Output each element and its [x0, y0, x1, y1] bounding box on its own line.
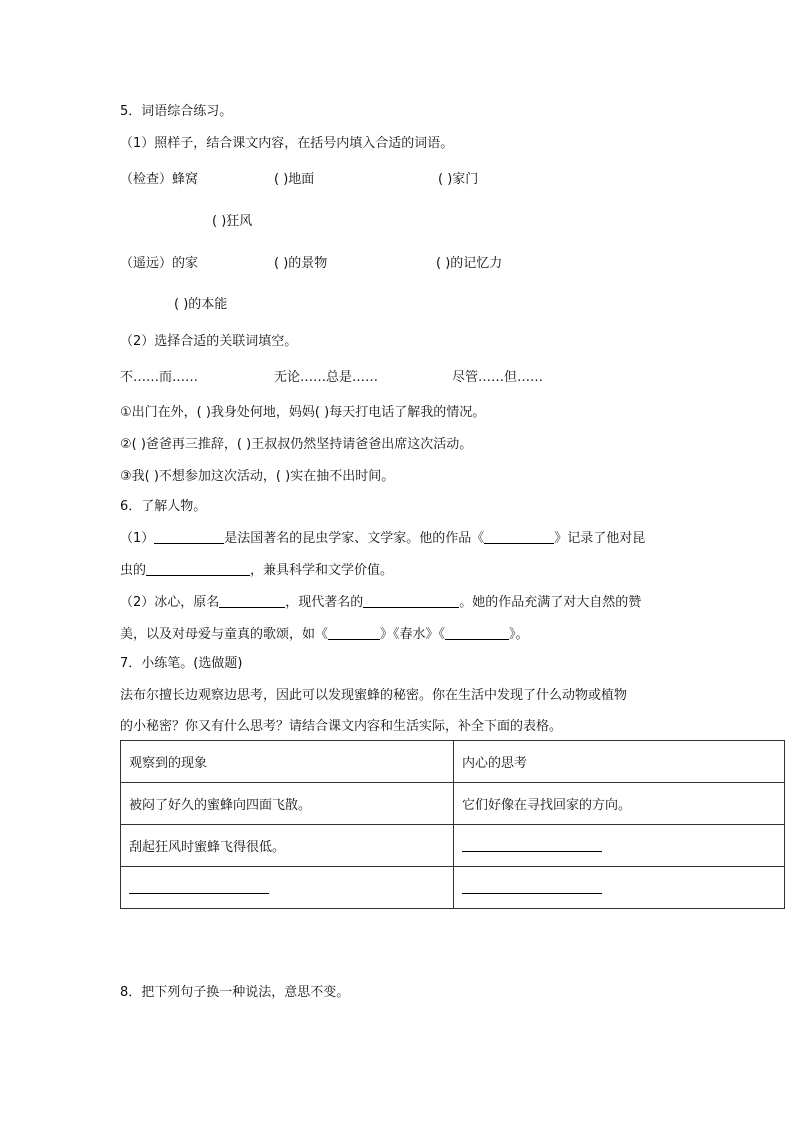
q6-blank-work-1[interactable] [328, 627, 380, 640]
row3-observed-blank[interactable] [129, 881, 269, 894]
q5-r1-blank-b[interactable]: ( )地面 [274, 172, 315, 187]
q5-r1-example: （检查）蜂窝 [120, 172, 199, 187]
q5-sub1: （1）照样子，结合课文内容，在括号内填入合适的词语。 [120, 136, 454, 151]
q5-sub2: （2）选择合适的关联词填空。 [120, 334, 298, 349]
q6-line-2 [120, 563, 393, 579]
header-observed: 观察到的现象 [121, 741, 454, 783]
row1-observed: 被闷了好久的蜜蜂向四面飞散。 [121, 783, 454, 825]
q6-l4-text: 》《春水》《 [380, 627, 446, 642]
q6-line-4 [120, 627, 529, 643]
q6-blank-work-2[interactable] [445, 627, 509, 640]
q6-l1-suffix: 》记录了他对昆 [554, 531, 646, 546]
q6-l3-text: ，现代著名的 [285, 595, 364, 610]
q6-l1-text: 是法国著名的昆虫学家、文学家。他的作品《 [224, 531, 485, 546]
q6-title: 6．了解人物。 [120, 499, 207, 514]
q6-blank-scientist[interactable] [154, 531, 224, 544]
q5-r1-blank-c[interactable]: ( )家门 [438, 172, 479, 187]
q6-blank-original-name[interactable] [219, 595, 285, 608]
row2-thinking-blank[interactable] [462, 839, 602, 852]
q6-l2-prefix: 虫的 [120, 563, 147, 578]
q6-l3-suffix: 。她的作品充满了对大自然的赞 [459, 595, 642, 610]
row3-thinking-blank[interactable] [462, 881, 602, 894]
q6-l3-prefix: （2）冰心，原名 [120, 595, 220, 610]
row1-thinking: 它们好像在寻找回家的方向。 [454, 783, 785, 825]
table-header-row [121, 741, 785, 783]
q6-l4-suffix: 》。 [509, 627, 529, 642]
q6-l1-prefix: （1） [120, 531, 155, 546]
q5-option-1: 不……而…… [120, 370, 199, 385]
row3-thinking-cell [454, 867, 785, 909]
q5-r3-blank-b[interactable]: ( )的景物 [274, 256, 328, 271]
q5-sentence-1[interactable]: ①出门在外，( )我身处何地，妈妈( )每天打电话了解我的情况。 [120, 405, 486, 420]
header-thinking: 内心的思考 [454, 741, 785, 783]
q6-blank-work[interactable] [484, 531, 554, 544]
q6-blank-profession[interactable] [363, 595, 459, 608]
q5-option-2: 无论……总是…… [274, 370, 379, 385]
q5-r3-blank-c[interactable]: ( )的记忆力 [436, 256, 503, 271]
table-row [121, 867, 785, 909]
q6-line-1 [120, 531, 645, 547]
table-row [121, 783, 785, 825]
row3-observed-cell [121, 867, 454, 909]
q7-prompt-line-2: 的小秘密？你又有什么思考？请结合课文内容和生活实际，补全下面的表格。 [120, 719, 563, 734]
q6-blank-record[interactable] [146, 563, 250, 576]
q6-line-3 [120, 595, 641, 611]
q5-sentence-2[interactable]: ②( )爸爸再三推辞，( )王叔叔仍然坚持请爸爸出席这次活动。 [120, 437, 473, 452]
q5-r4-blank-b[interactable]: ( )的本能 [174, 297, 228, 312]
q6-l2-suffix: ，兼具科学和文学价值。 [250, 563, 394, 578]
q5-option-3: 尽管……但…… [452, 370, 544, 385]
row2-observed: 刮起狂风时蜜蜂飞得很低。 [121, 825, 454, 867]
q5-r3-example: （遥远）的家 [120, 256, 199, 271]
table-row [121, 825, 785, 867]
q5-sentence-3[interactable]: ③我( )不想参加这次活动，( )实在抽不出时间。 [120, 469, 395, 484]
q5-title: 5．词语综合练习。 [120, 104, 233, 119]
q7-title: 7．小练笔。(选做题) [120, 656, 243, 671]
q7-prompt-line-1: 法布尔擅长边观察边思考，因此可以发现蜜蜂的秘密。你在生活中发现了什么动物或植物 [120, 688, 628, 703]
row2-thinking-cell [454, 825, 785, 867]
q5-r2-blank-b[interactable]: ( )狂风 [212, 214, 253, 229]
q6-l4-prefix: 美，以及对母爱与童真的歌颂，如《 [120, 627, 329, 642]
q8-title: 8．把下列句子换一种说法，意思不变。 [120, 985, 350, 1000]
observation-table [120, 740, 785, 909]
